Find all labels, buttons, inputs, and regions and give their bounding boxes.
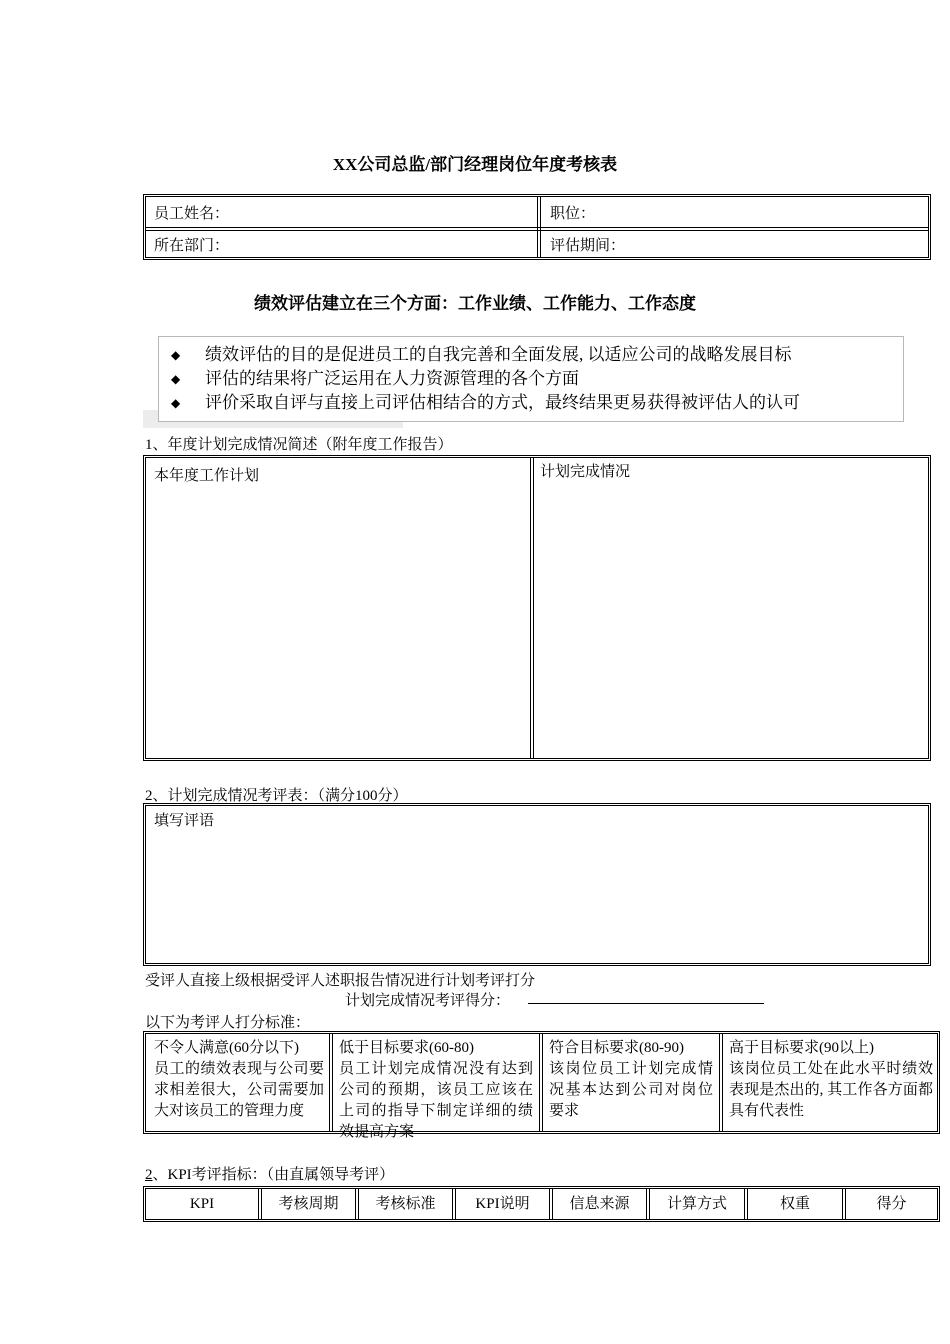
employee-name-field[interactable]	[146, 197, 537, 227]
diamond-bullet-icon: ◆	[171, 372, 181, 386]
standard-above-target: 高于目标要求(90以上) 该岗位员工处在此水平时绩效表现是杰出的, 其工作各方面都具有代表性	[729, 1040, 933, 1119]
note-item: ◆ 绩效评估的目的是促进员工的自我完善和全面发展, 以适应公司的战略发展目标	[159, 343, 903, 367]
standard-below-target: 低于目标要求(60-80) 员工计划完成情况没有达到公司的预期，该员工应该在上司的指导下制定详细的绩效提高方案	[339, 1040, 533, 1140]
section3-label: 2、KPI考评指标：（由直属领导考评）	[145, 1167, 395, 1183]
standard-unsatisfactory: 不令人满意(60分以下) 员工的绩效表现与公司要求相差很大，公司需要加大对该员工的管理力度	[154, 1040, 324, 1119]
employee-name-label: 员工姓名：	[154, 205, 230, 222]
standard-meets-target: 符合目标要求(80-90) 该岗位员工计划完成情况基本达到公司对岗位要求	[549, 1040, 713, 1119]
kpi-header-standard: 考核标准	[375, 1196, 436, 1212]
department-field[interactable]	[146, 231, 537, 257]
plan-score-blank-line[interactable]	[528, 1003, 764, 1004]
kpi-header-score: 得分	[876, 1196, 907, 1212]
annual-plan-table	[143, 455, 931, 761]
period-field[interactable]	[542, 231, 926, 257]
section2-label: 2、计划完成情况考评表：（满分100分）	[145, 788, 408, 804]
evaluation-aspects-heading: 绩效评估建立在三个方面：工作业绩、工作能力、工作态度	[254, 294, 696, 313]
kpi-header-period: 考核周期	[278, 1196, 339, 1212]
section1-label: 1、年度计划完成情况简述（附年度工作报告）	[145, 437, 453, 453]
kpi-header-description: KPI说明	[475, 1196, 530, 1212]
page-title: XX公司总监/部门经理岗位年度考核表	[332, 155, 618, 174]
note-item: ◆ 评价采取自评与直接上司评估相结合的方式，最终结果更易获得被评估人的认可	[159, 391, 903, 415]
scoring-standard-table	[143, 1031, 940, 1140]
scoring-note: 受评人直接上级根据受评人述职报告情况进行计划考评打分	[145, 973, 536, 989]
scoring-standard-label: 以下为考评人打分标准：	[145, 1015, 311, 1031]
kpi-header-calculation: 计算方式	[666, 1196, 727, 1212]
comment-box-label: 填写评语	[154, 813, 215, 829]
annual-plan-header: 本年度工作计划	[154, 468, 260, 484]
kpi-header-source: 信息来源	[569, 1196, 630, 1212]
employee-info-table	[143, 194, 931, 260]
annual-plan-input-area[interactable]	[148, 488, 526, 756]
notes-list	[159, 337, 903, 415]
evaluation-notes-box	[158, 336, 904, 422]
diamond-bullet-icon: ◆	[171, 396, 181, 410]
plan-score-label: 计划完成情况考评得分：	[345, 993, 511, 1009]
period-label: 评估期间：	[550, 237, 626, 254]
position-label: 职位：	[550, 205, 596, 222]
kpi-header-kpi: KPI	[189, 1196, 215, 1212]
plan-completion-header: 计划完成情况	[540, 464, 631, 480]
department-label: 所在部门：	[154, 237, 230, 254]
section3-number: 2	[145, 1167, 153, 1183]
comment-box[interactable]	[143, 803, 931, 966]
diamond-bullet-icon: ◆	[171, 348, 181, 362]
position-field[interactable]	[542, 197, 926, 227]
kpi-header-weight: 权重	[779, 1196, 810, 1212]
note-item: ◆ 评估的结果将广泛运用在人力资源管理的各个方面	[159, 367, 903, 391]
plan-completion-input-area[interactable]	[538, 488, 926, 756]
kpi-table	[143, 1186, 940, 1222]
